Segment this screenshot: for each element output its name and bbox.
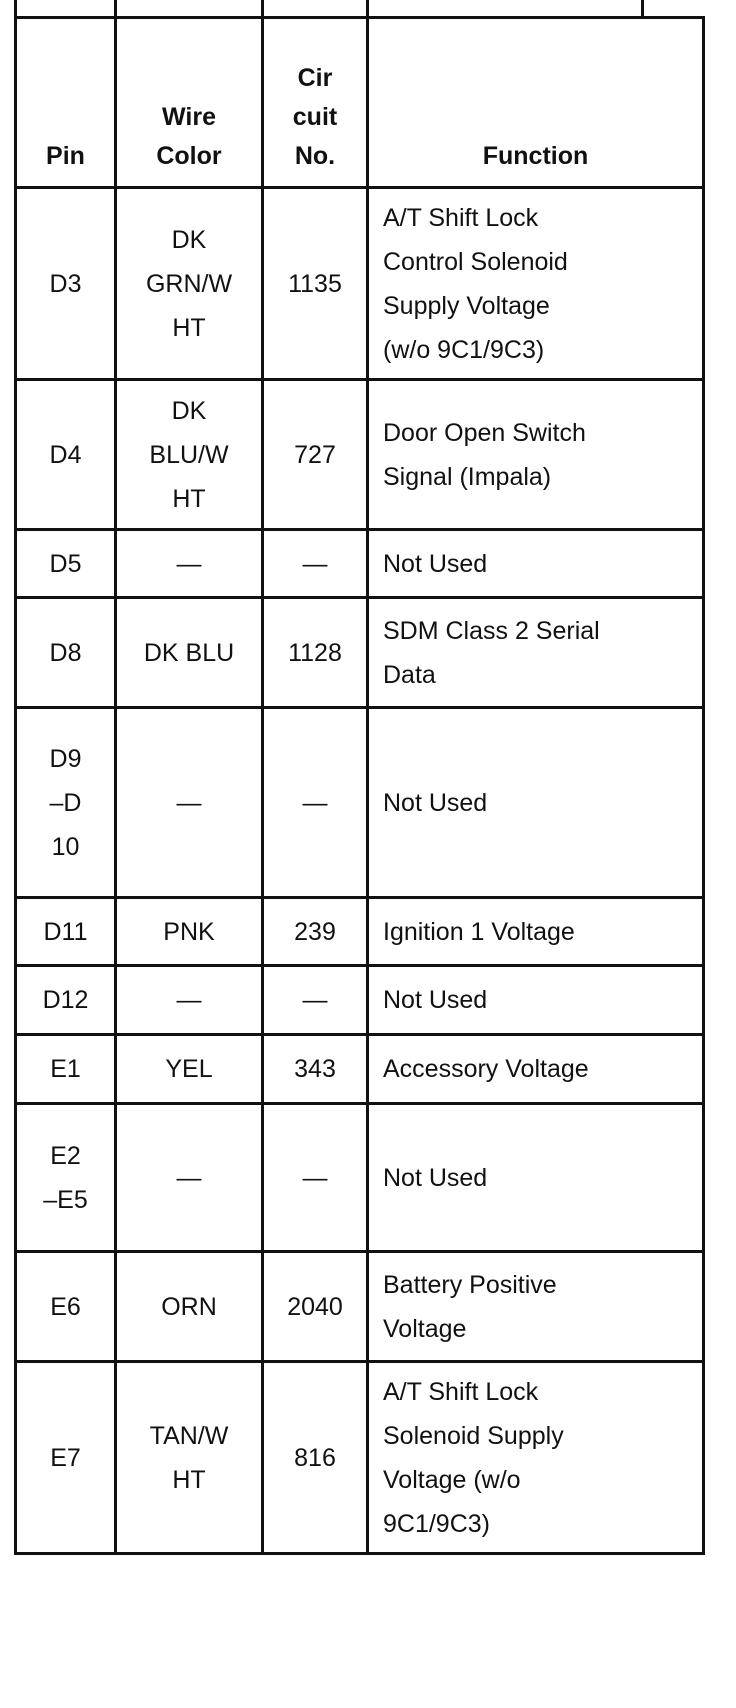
header-function xyxy=(368,18,704,188)
function-cell xyxy=(368,598,704,708)
header-pin-line: Pin xyxy=(46,142,85,170)
wire-color-line: — xyxy=(176,1163,202,1192)
table-row xyxy=(16,1035,704,1104)
pin-line: D9 xyxy=(49,744,82,773)
wire-color-line: ORN xyxy=(161,1292,217,1321)
function-cell xyxy=(368,380,704,530)
circuit-cell xyxy=(263,530,368,598)
table-row xyxy=(16,598,704,708)
function-line: Solenoid Supply xyxy=(383,1421,564,1450)
header-wire-color-line: Color xyxy=(156,142,222,170)
header-circuit-line: cuit xyxy=(292,103,338,131)
table-row xyxy=(16,898,704,966)
wire-color-line: YEL xyxy=(165,1055,213,1083)
circuit-number: — xyxy=(302,986,328,1014)
circuit-cell xyxy=(263,1035,368,1104)
pin-line: E7 xyxy=(50,1443,81,1472)
pin-line: –D xyxy=(49,788,82,817)
circuit-cell xyxy=(263,966,368,1035)
function-line: (w/o 9C1/9C3) xyxy=(383,335,545,364)
function-cell xyxy=(368,530,704,598)
pin-cell xyxy=(16,598,116,708)
table-row xyxy=(16,1362,704,1554)
pin-cell xyxy=(16,1252,116,1362)
header-wire-color xyxy=(116,18,263,188)
header-circuit-line: Cir xyxy=(297,64,333,92)
circuit-cell xyxy=(263,598,368,708)
function-line: Supply Voltage xyxy=(383,291,550,320)
function-line: Accessory Voltage xyxy=(383,1055,589,1083)
table-row xyxy=(16,530,704,598)
wire-color-line: HT xyxy=(172,313,206,342)
table-row xyxy=(16,1252,704,1362)
function-cell xyxy=(368,1035,704,1104)
wire-color-cell xyxy=(116,1035,263,1104)
function-line: Data xyxy=(383,660,436,689)
pin-line: D3 xyxy=(49,269,82,298)
header-circuit-number xyxy=(263,18,368,188)
circuit-number: 1135 xyxy=(288,269,342,298)
pin-cell xyxy=(16,898,116,966)
wire-color-cell xyxy=(116,1104,263,1252)
header-pin xyxy=(16,18,116,188)
function-line: Ignition 1 Voltage xyxy=(383,917,575,946)
function-cell xyxy=(368,966,704,1035)
function-line: Not Used xyxy=(383,1163,488,1192)
wire-color-cell xyxy=(116,530,263,598)
circuit-cell xyxy=(263,1362,368,1554)
pin-cell xyxy=(16,380,116,530)
function-line: Control Solenoid xyxy=(383,247,568,276)
pin-line: D12 xyxy=(42,986,89,1014)
circuit-number: 2040 xyxy=(287,1292,343,1321)
circuit-number: 1128 xyxy=(288,638,342,667)
function-line: Not Used xyxy=(383,986,488,1014)
circuit-number: 343 xyxy=(294,1055,336,1083)
pin-line: D5 xyxy=(49,549,82,578)
wire-color-line: DK BLU xyxy=(143,638,235,667)
circuit-cell xyxy=(263,898,368,966)
wire-color-line: HT xyxy=(172,1465,206,1494)
pin-cell xyxy=(16,708,116,898)
wire-color-line: PNK xyxy=(163,917,215,946)
table-row xyxy=(16,188,704,380)
circuit-cell xyxy=(263,380,368,530)
function-line: Door Open Switch xyxy=(383,418,586,447)
wire-color-line: GRN/W xyxy=(145,269,233,298)
table-row xyxy=(16,708,704,898)
function-line: Voltage (w/o xyxy=(383,1465,521,1494)
connector-pin-table xyxy=(14,16,705,1555)
pin-line: 10 xyxy=(51,832,80,861)
wire-color-cell xyxy=(116,188,263,380)
header-circuit-line: No. xyxy=(294,142,336,170)
pin-cell xyxy=(16,1362,116,1554)
function-line: Signal (Impala) xyxy=(383,462,552,491)
pin-line: E1 xyxy=(50,1055,81,1083)
wire-color-line: DK xyxy=(171,225,207,254)
function-line: Not Used xyxy=(383,549,488,578)
wire-color-line: DK xyxy=(171,396,207,425)
circuit-number: 239 xyxy=(294,917,336,946)
function-cell xyxy=(368,1252,704,1362)
wire-color-cell xyxy=(116,1362,263,1554)
header-function-line: Function xyxy=(482,142,589,170)
pin-cell xyxy=(16,188,116,380)
circuit-number: — xyxy=(302,549,328,578)
table-row xyxy=(16,380,704,530)
wire-color-cell xyxy=(116,1252,263,1362)
table-header-row xyxy=(16,18,704,188)
wire-color-cell xyxy=(116,966,263,1035)
function-line: SDM Class 2 Serial xyxy=(383,616,600,645)
wire-color-line: BLU/W xyxy=(149,440,229,469)
circuit-cell xyxy=(263,708,368,898)
circuit-cell xyxy=(263,188,368,380)
pin-line: D8 xyxy=(49,638,82,667)
wire-color-line: HT xyxy=(172,484,206,513)
function-line: Battery Positive xyxy=(383,1270,557,1299)
function-cell xyxy=(368,708,704,898)
circuit-cell xyxy=(263,1252,368,1362)
pin-line: E6 xyxy=(50,1292,81,1321)
pin-cell xyxy=(16,1104,116,1252)
wire-color-line: — xyxy=(176,549,202,578)
pin-cell xyxy=(16,966,116,1035)
pin-line: –E5 xyxy=(43,1185,88,1214)
circuit-number: 727 xyxy=(294,440,336,469)
wire-color-line: — xyxy=(176,986,202,1014)
wire-color-line: — xyxy=(176,788,202,817)
wire-color-line: TAN/W xyxy=(149,1421,229,1450)
function-line: 9C1/9C3) xyxy=(383,1509,490,1538)
circuit-cell xyxy=(263,1104,368,1252)
circuit-number: 816 xyxy=(294,1443,336,1472)
function-line: A/T Shift Lock xyxy=(383,1377,539,1406)
wire-color-cell xyxy=(116,898,263,966)
wire-color-cell xyxy=(116,380,263,530)
function-cell xyxy=(368,1362,704,1554)
table-row xyxy=(16,1104,704,1252)
function-cell xyxy=(368,898,704,966)
pin-cell xyxy=(16,1035,116,1104)
pin-line: D4 xyxy=(49,440,82,469)
circuit-number: — xyxy=(302,788,328,817)
function-cell xyxy=(368,188,704,380)
function-line: A/T Shift Lock xyxy=(383,203,539,232)
wire-color-cell xyxy=(116,598,263,708)
function-line: Not Used xyxy=(383,788,488,817)
circuit-number: — xyxy=(302,1163,328,1192)
pin-cell xyxy=(16,530,116,598)
function-line: Voltage xyxy=(383,1314,467,1343)
wire-color-cell xyxy=(116,708,263,898)
pin-line: D11 xyxy=(43,917,88,946)
table-row xyxy=(16,966,704,1035)
function-cell xyxy=(368,1104,704,1252)
header-wire-color-line: Wire xyxy=(162,103,216,131)
pin-line: E2 xyxy=(50,1141,81,1170)
